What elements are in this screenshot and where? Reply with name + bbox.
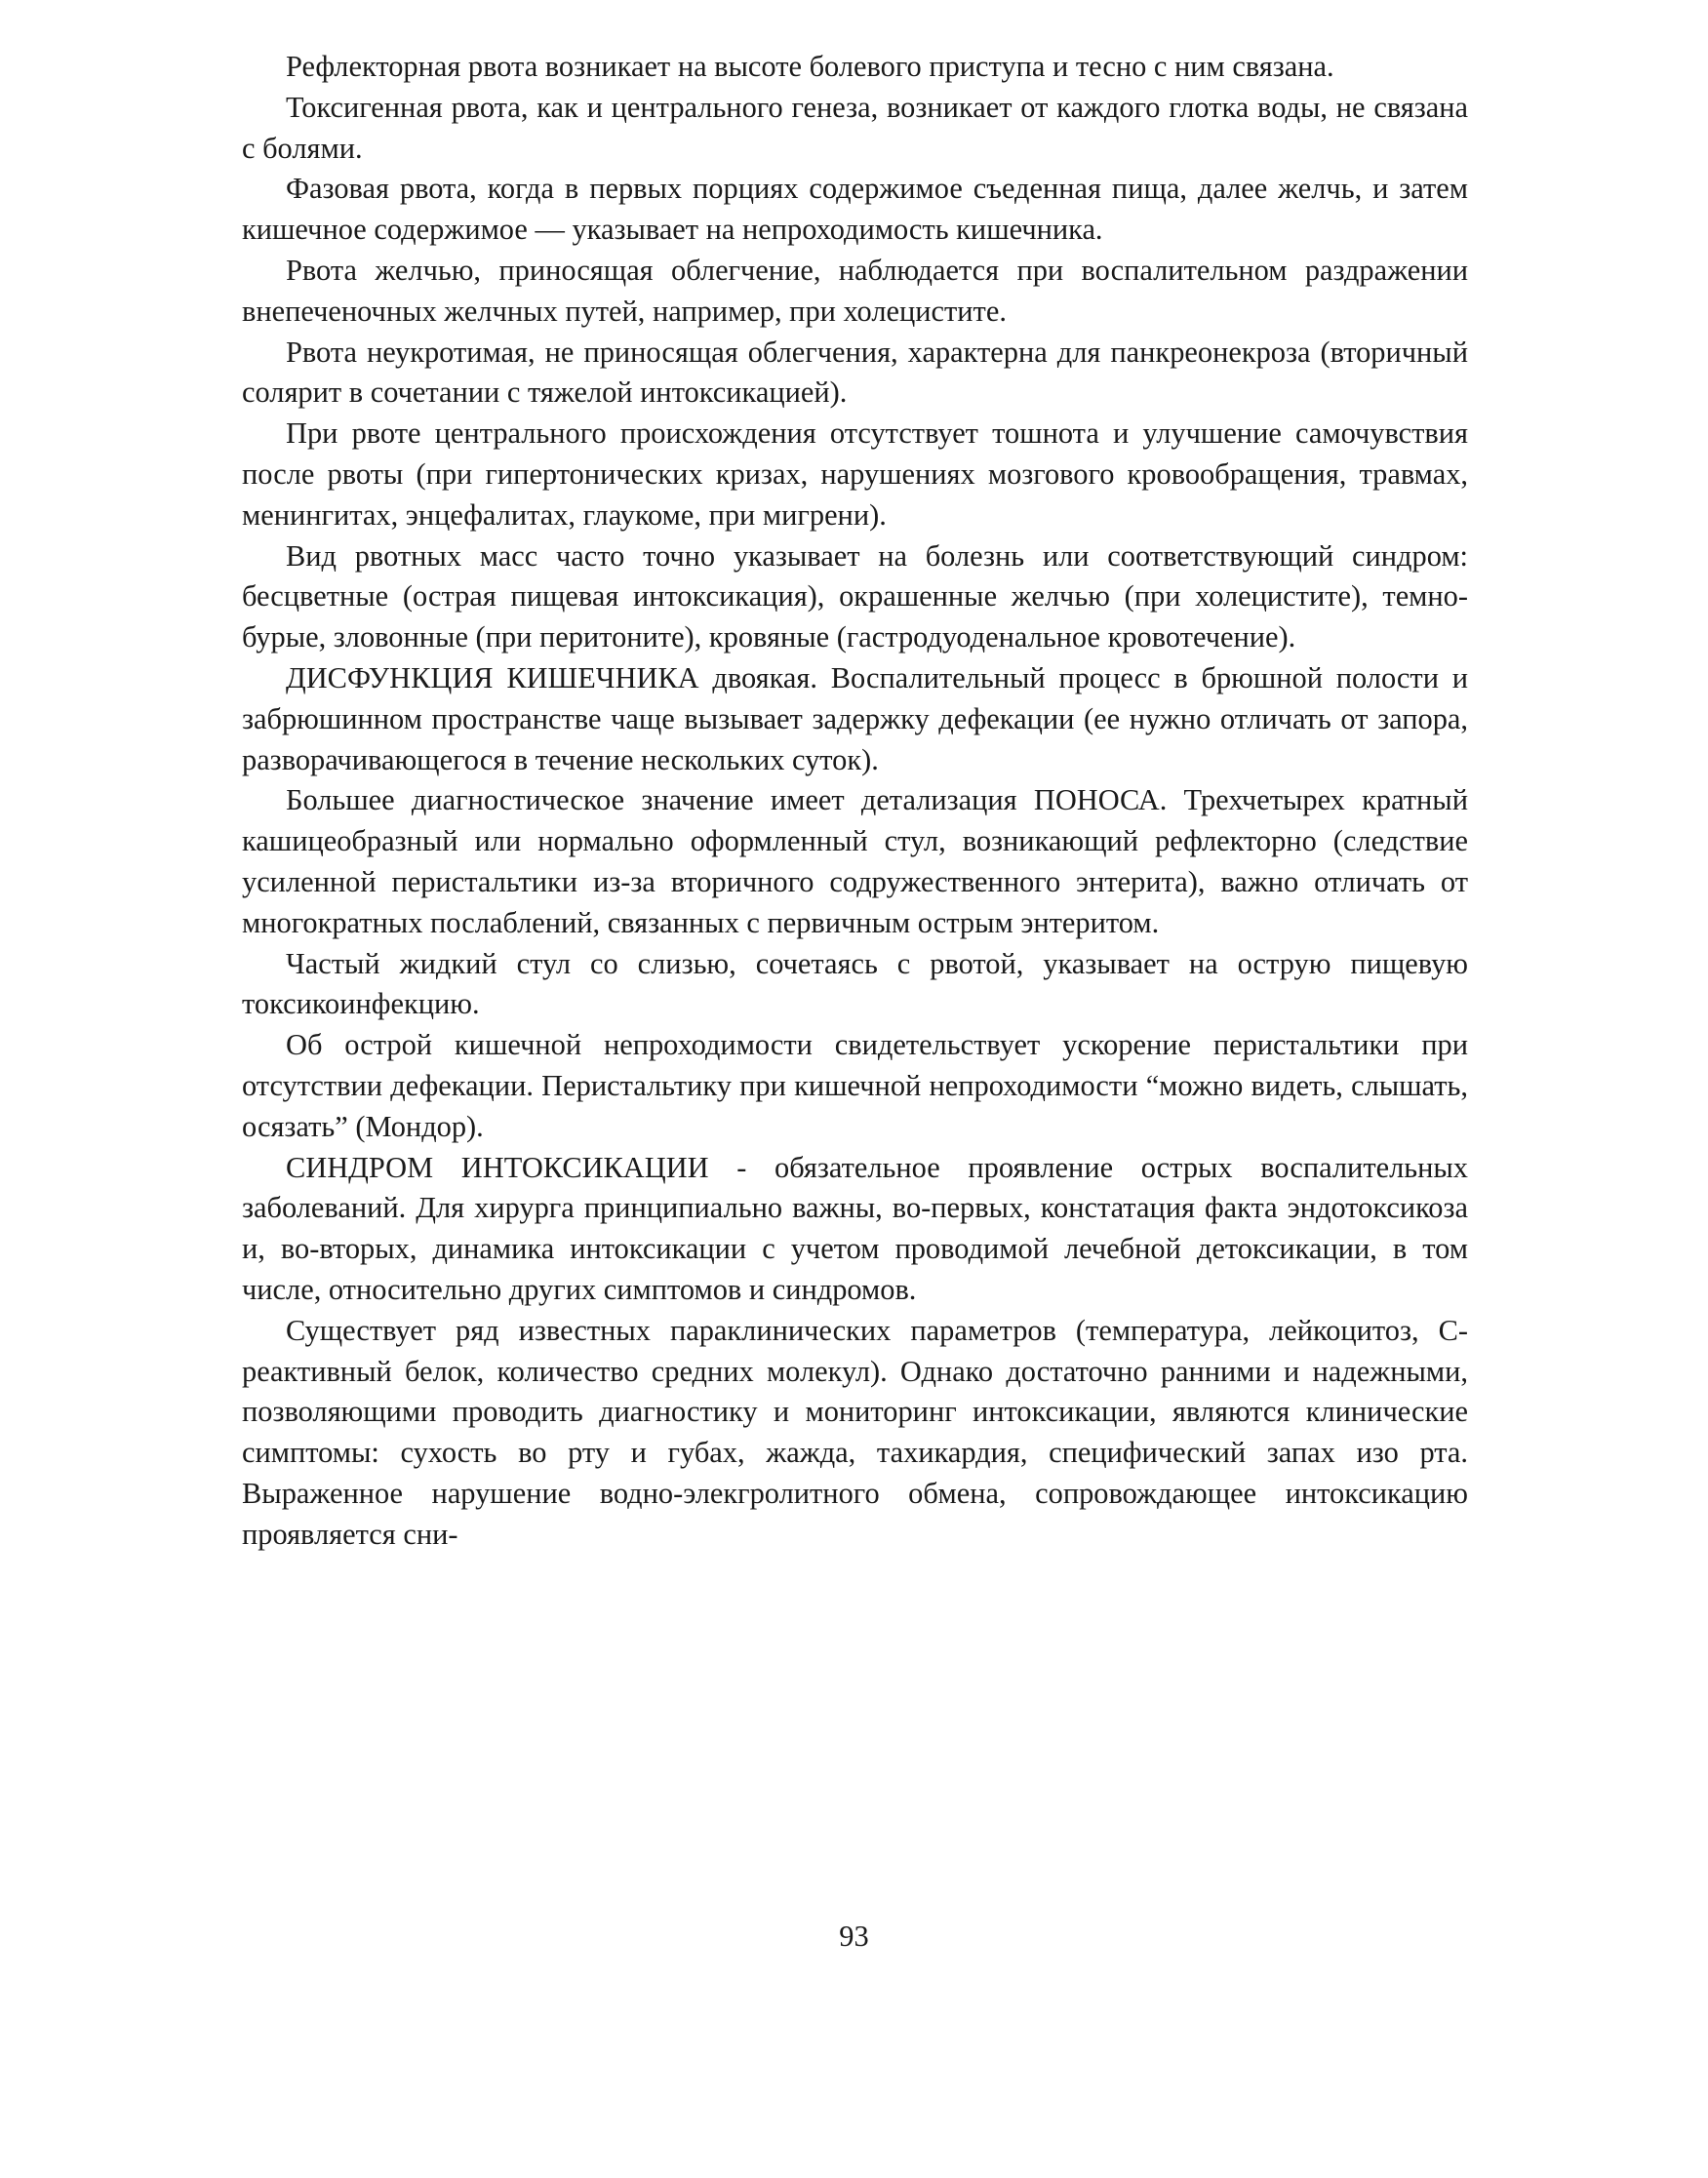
page-number: 93 — [839, 1920, 869, 1953]
body-text — [242, 47, 1468, 1555]
paragraph-intestinal-dysfunction: ДИСФУНКЦИЯ КИШЕЧНИКА двоякая. Воспалительный процесс в брюшной полости и забрюшинном пространстве чаще вызывает задержку дефекации (ее нужно отличать от запора, разворачивающегося в течение нескольких суток). — [242, 660, 1468, 776]
paragraph-reflex-vomiting: Рефлекторная рвота возникает на высоте болевого приступа и тесно с ним связана. — [286, 50, 1334, 83]
paragraph-liquid-stool: Частый жидкий стул со слизью, сочетаясь с рвотой, указывает на острую пищевую токсикоинфекцию. — [242, 946, 1468, 1021]
paragraph-paraclinical-parameters: Существует ряд известных параклинических параметров (температура, лейкоцитоз, С-реактивный белок, количество средних молекул). Однако достаточно ранними и надежными, позволяющими проводить диагностику и мониторинг интоксикации, являются клинические симптомы: сухость во рту и губах, жажда, тахикардия, специфический запах изо рта. Выраженное нарушение водно-элекгролитного обмена, сопровождающее интоксикацию проявляется сни- — [242, 1313, 1468, 1551]
paragraph-uncontrollable-vomiting: Рвота неукротимая, не приносящая облегчения, характерна для панкреонекроза (вторичный солярит в сочетании с тяжелой интоксикацией). — [242, 335, 1468, 410]
paragraph-toxigenic-vomiting: Токсигенная рвота, как и центрального генеза, возникает от каждого глотка воды, не связана с болями. — [242, 90, 1468, 165]
paragraph-phase-vomiting: Фазовая рвота, когда в первых порциях содержимое съеденная пища, далее желчь, и затем кишечное содержимое — указывает на непроходимость кишечника. — [242, 172, 1468, 247]
paragraph-bile-vomiting: Рвота желчью, приносящая облегчение, наблюдается при воспалительном раздражении внепеченочных желчных путей, например, при холецистите. — [242, 253, 1468, 328]
paragraph-intestinal-obstruction: Об острой кишечной непроходимости свидетельствует ускорение перистальтики при отсутствии дефекации. Перистальтику при кишечной непроходимости “можно видеть, слышать, осязать” (Мондор). — [242, 1028, 1468, 1143]
paragraph-central-vomiting: При рвоте центрального происхождения отсутствует тошнота и улучшение самочувствия после рвоты (при гипертонических кризах, нарушениях мозгового кровообращения, травмах, менингитах, энцефалитах, глаукоме, при мигрени). — [242, 416, 1468, 532]
paragraph-intoxication-syndrome: СИНДРОМ ИНТОКСИКАЦИИ - обязательное проявление острых воспалительных заболеваний. Для хирурга принципиально важны, во-первых, констатация факта эндотоксикоза и, во-вторых, динамика интоксикации с учетом проводимой лечебной детоксикации, в том числе, относительно других симптомов и синдромов. — [242, 1150, 1468, 1306]
paragraph-diarrhea: Большее диагностическое значение имеет детализация ПОНОСА. Трехчетырех кратный кашицеобразный или нормально оформленный стул, возникающий рефлекторно (следствие усиленной перистальтики из-за вторичного содружественного энтерита), важно отличать от многократных послаблений, связанных с первичным острым энтеритом. — [242, 783, 1468, 939]
paragraph-vomit-appearance: Вид рвотных масс часто точно указывает на болезнь или соответствующий синдром: бесцветные (острая пищевая интоксикация), окрашенные желчью (при холецистите), темно-бурые, зловонные (при перитоните), кровяные (гастродуоденальное кровотечение). — [242, 538, 1468, 654]
